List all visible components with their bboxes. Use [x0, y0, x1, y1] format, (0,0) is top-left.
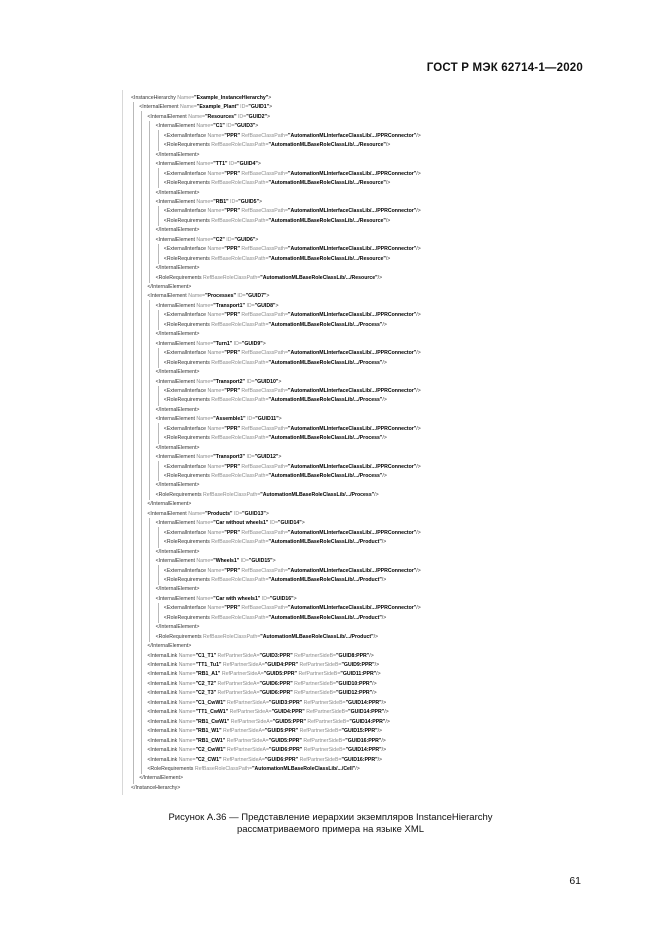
- xml-line: <InternalElement Name="Transport1" ID="GUID8">: [155, 302, 279, 309]
- xml-line: <RoleRequirements RefBaseRoleClassPath="AutomationMLBaseRoleClassLib/.../Product"/>: [163, 614, 387, 621]
- indent-guide: [158, 527, 159, 547]
- xml-line: <InternalElement Name="Turn1" ID="GUID9">: [155, 340, 266, 347]
- xml-line: <ExternalInterface Name="PPR" RefBaseClassPath="AutomationMLInterfaceClassLib/.../PPRConnector"/>: [163, 463, 421, 470]
- xml-line: <InternalElement Name="Car with wheels1" ID="GUID16">: [155, 595, 297, 602]
- xml-line: <RoleRequirements RefBaseRoleClassPath="AutomationMLBaseRoleClassLib/.../Process"/>: [163, 321, 387, 328]
- xml-line: <RoleRequirements RefBaseRoleClassPath="AutomationMLBaseRoleClassLib/.../Process"/>: [163, 397, 387, 404]
- xml-line: <InternalLink Name="C1_CwW1" RefPartnerSideA="GUID3:PPR" RefPartnerSideB="GUID14:PPR"/>: [147, 699, 387, 706]
- caption-line-2: рассматриваемого примера на языке XML: [236, 824, 425, 835]
- xml-line: </InternalElement>: [155, 406, 200, 413]
- xml-line: <InternalLink Name="TT1_Tu1" RefPartnerSideA="GUID4:PPR" RefPartnerSideB="GUID9:PPR"/>: [147, 662, 380, 668]
- indent-guide: [133, 102, 134, 784]
- xml-line: </InternalElement>: [139, 775, 184, 782]
- xml-line: </InternalElement>: [147, 501, 192, 508]
- xml-line: <RoleRequirements RefBaseRoleClassPath="AutomationMLBaseRoleClassLib/.../Resource"/>: [163, 217, 391, 224]
- xml-line: <InternalElement Name="C2" ID="GUID6">: [155, 236, 259, 243]
- xml-line: <ExternalInterface Name="PPR" RefBaseClassPath="AutomationMLInterfaceClassLib/.../PPRConnector"/>: [163, 529, 421, 536]
- xml-listing: [128, 90, 558, 795]
- xml-line: <ExternalInterface Name="PPR" RefBaseClassPath="AutomationMLInterfaceClassLib/.../PPRConnector"/>: [163, 425, 421, 432]
- indent-guide: [158, 386, 159, 406]
- xml-line: <InternalElement Name="Resources" ID="GUID2">: [147, 113, 271, 120]
- xml-line: </InstanceHierarchy>: [131, 784, 181, 791]
- indent-guide: [158, 168, 159, 188]
- caption-line-1: Рисунок А.36 — Представление иерархии экземпляров InstanceHierarchy: [168, 812, 493, 823]
- xml-line: <ExternalInterface Name="PPR" RefBaseClassPath="AutomationMLInterfaceClassLib/.../PPRConnector"/>: [163, 567, 421, 574]
- xml-line: <InternalElement Name="Processes" ID="GUID7">: [147, 293, 270, 300]
- xml-line: <InternalLink Name="RB1_CW1" RefPartnerSideA="GUID5:PPR" RefPartnerSideB="GUID16:PPR"/>: [147, 737, 386, 744]
- indent-guide: [158, 565, 159, 585]
- xml-line: <InternalLink Name="TT1_CwW1" RefPartnerSideA="GUID4:PPR" RefPartnerSideB="GUID14:PPR"/>: [147, 709, 389, 716]
- xml-line: <RoleRequirements RefBaseRoleClassPath="AutomationMLBaseRoleClassLib/.../Resource"/>: [163, 142, 391, 149]
- xml-line: <ExternalInterface Name="PPR" RefBaseClassPath="AutomationMLInterfaceClassLib/.../PPRConnector"/>: [163, 246, 421, 253]
- xml-line: <ExternalInterface Name="PPR" RefBaseClassPath="AutomationMLInterfaceClassLib/.../PPRConnector"/>: [163, 312, 421, 319]
- xml-line: <RoleRequirements RefBaseRoleClassPath="AutomationMLBaseRoleClassLib/.../Product"/>: [155, 633, 379, 640]
- xml-line: <RoleRequirements RefBaseRoleClassPath="AutomationMLBaseRoleClassLib/.../Process"/>: [163, 473, 387, 479]
- indent-guide: [158, 461, 159, 481]
- xml-line: <InternalLink Name="C2_T3" RefPartnerSideA="GUID6:PPR" RefPartnerSideB="GUID12:PPR"/>: [147, 690, 377, 697]
- xml-line: <ExternalInterface Name="PPR" RefBaseClassPath="AutomationMLInterfaceClassLib/.../PPRConnector"/>: [163, 132, 421, 139]
- indent-guide: [149, 518, 150, 642]
- xml-line: </InternalElement>: [147, 284, 192, 290]
- xml-line: </InternalElement>: [155, 548, 200, 555]
- xml-line: <RoleRequirements RefBaseRoleClassPath="AutomationMLBaseRoleClassLib/.../Process"/>: [163, 435, 387, 442]
- xml-line: </InternalElement>: [155, 369, 200, 376]
- indent-guide: [158, 244, 159, 264]
- xml-line: <RoleRequirements RefBaseRoleClassPath="AutomationMLBaseRoleClassLib/.../Cell"/>: [147, 765, 360, 772]
- xml-line: <InternalLink Name="RB1_A1" RefPartnerSideA="GUID5:PPR" RefPartnerSideB="GUID11:PPR"/>: [147, 671, 381, 678]
- indent-guide: [158, 423, 159, 443]
- xml-line: <InternalElement Name="Wheels1" ID="GUID15">: [155, 558, 276, 565]
- page-number: 61: [569, 875, 581, 887]
- xml-line: <RoleRequirements RefBaseRoleClassPath="AutomationMLBaseRoleClassLib/.../Process"/>: [163, 359, 387, 366]
- indent-guide: [149, 121, 150, 283]
- xml-line: <InternalLink Name="C2_CW1" RefPartnerSideA="GUID6:PPR" RefPartnerSideB="GUID16:PPR"/>: [147, 756, 383, 763]
- xml-line: <InternalElement Name="TT1" ID="GUID4">: [155, 161, 261, 168]
- xml-line: <InternalLink Name="C1_T1" RefPartnerSideA="GUID3:PPR" RefPartnerSideB="GUID8:PPR"/>: [147, 652, 374, 659]
- xml-line: <InternalLink Name="RB1_CwW1" RefPartnerSideA="GUID5:PPR" RefPartnerSideB="GUID14:PPR"/>: [147, 718, 390, 725]
- xml-line: <InstanceHierarchy Name="Example_InstanceHierarchy">: [131, 95, 272, 101]
- margin-rule: [122, 90, 123, 795]
- xml-line: <ExternalInterface Name="PPR" RefBaseClassPath="AutomationMLInterfaceClassLib/.../PPRConnector"/>: [163, 387, 421, 394]
- xml-line: </InternalElement>: [155, 265, 200, 272]
- xml-line: <ExternalInterface Name="PPR" RefBaseClassPath="AutomationMLInterfaceClassLib/.../PPRConnector"/>: [163, 605, 421, 612]
- xml-line: </InternalElement>: [147, 643, 192, 650]
- xml-line: <RoleRequirements RefBaseRoleClassPath="AutomationMLBaseRoleClassLib/.../Process"/>: [155, 491, 379, 498]
- indent-guide: [158, 603, 159, 623]
- xml-line: <InternalElement Name="Products" ID="GUID13">: [147, 510, 269, 517]
- indent-guide: [158, 206, 159, 226]
- xml-line: <RoleRequirements RefBaseRoleClassPath="AutomationMLBaseRoleClassLib/.../Resource"/>: [155, 274, 383, 281]
- xml-line: </InternalElement>: [155, 331, 200, 338]
- xml-line: <ExternalInterface Name="PPR" RefBaseClassPath="AutomationMLInterfaceClassLib/.../PPRConnector"/>: [163, 208, 421, 215]
- xml-line: </InternalElement>: [155, 151, 200, 158]
- xml-line: <ExternalInterface Name="PPR" RefBaseClassPath="AutomationMLInterfaceClassLib/.../PPRConnector"/>: [163, 170, 421, 177]
- xml-line: <InternalElement Name="Transport3" ID="GUID12">: [155, 454, 282, 461]
- xml-line: <InternalLink Name="C2_CwW1" RefPartnerSideA="GUID6:PPR" RefPartnerSideB="GUID14:PPR"/>: [147, 747, 387, 754]
- indent-guide: [158, 310, 159, 330]
- indent-guide: [158, 348, 159, 368]
- xml-line: <RoleRequirements RefBaseRoleClassPath="AutomationMLBaseRoleClassLib/.../Resource"/>: [163, 180, 391, 187]
- xml-line: <ExternalInterface Name="PPR" RefBaseClassPath="AutomationMLInterfaceClassLib/.../PPRConnector"/>: [163, 350, 421, 357]
- xml-line: </InternalElement>: [155, 586, 200, 593]
- xml-line: <InternalElement Name="Transport2" ID="GUID10">: [155, 378, 282, 385]
- xml-line: </InternalElement>: [155, 189, 200, 196]
- indent-guide: [141, 111, 142, 774]
- xml-line: <InternalElement Name="Car without wheels1" ID="GUID14">: [155, 520, 305, 527]
- xml-line: <RoleRequirements RefBaseRoleClassPath="AutomationMLBaseRoleClassLib/.../Product"/>: [163, 539, 387, 546]
- xml-lines: [128, 90, 558, 795]
- xml-line: <InternalElement Name="RB1" ID="GUID5">: [155, 198, 263, 205]
- indent-guide: [149, 300, 150, 500]
- xml-line: <RoleRequirements RefBaseRoleClassPath="AutomationMLBaseRoleClassLib/.../Product"/>: [163, 576, 387, 583]
- xml-line: <InternalLink Name="RB1_W1" RefPartnerSideA="GUID5:PPR" RefPartnerSideB="GUID15:PPR"/>: [147, 728, 383, 735]
- xml-line: </InternalElement>: [155, 227, 200, 234]
- page-header-standard: ГОСТ Р МЭК 62714-1—2020: [426, 62, 583, 74]
- xml-line: <InternalElement Name="Example_Plant" ID="GUID1">: [139, 104, 273, 111]
- xml-line: <RoleRequirements RefBaseRoleClassPath="AutomationMLBaseRoleClassLib/.../Resource"/>: [163, 255, 391, 262]
- xml-line: </InternalElement>: [155, 444, 200, 451]
- xml-line: <InternalElement Name="C1" ID="GUID3">: [155, 123, 259, 130]
- xml-line: </InternalElement>: [155, 482, 200, 489]
- xml-line: <InternalLink Name="C2_T2" RefPartnerSideA="GUID6:PPR" RefPartnerSideB="GUID10:PPR"/>: [147, 680, 377, 687]
- figure-caption: [0, 812, 661, 836]
- xml-line: </InternalElement>: [155, 624, 200, 631]
- indent-guide: [158, 130, 159, 150]
- xml-line: <InternalElement Name="Assemble1" ID="GUID11">: [155, 416, 282, 423]
